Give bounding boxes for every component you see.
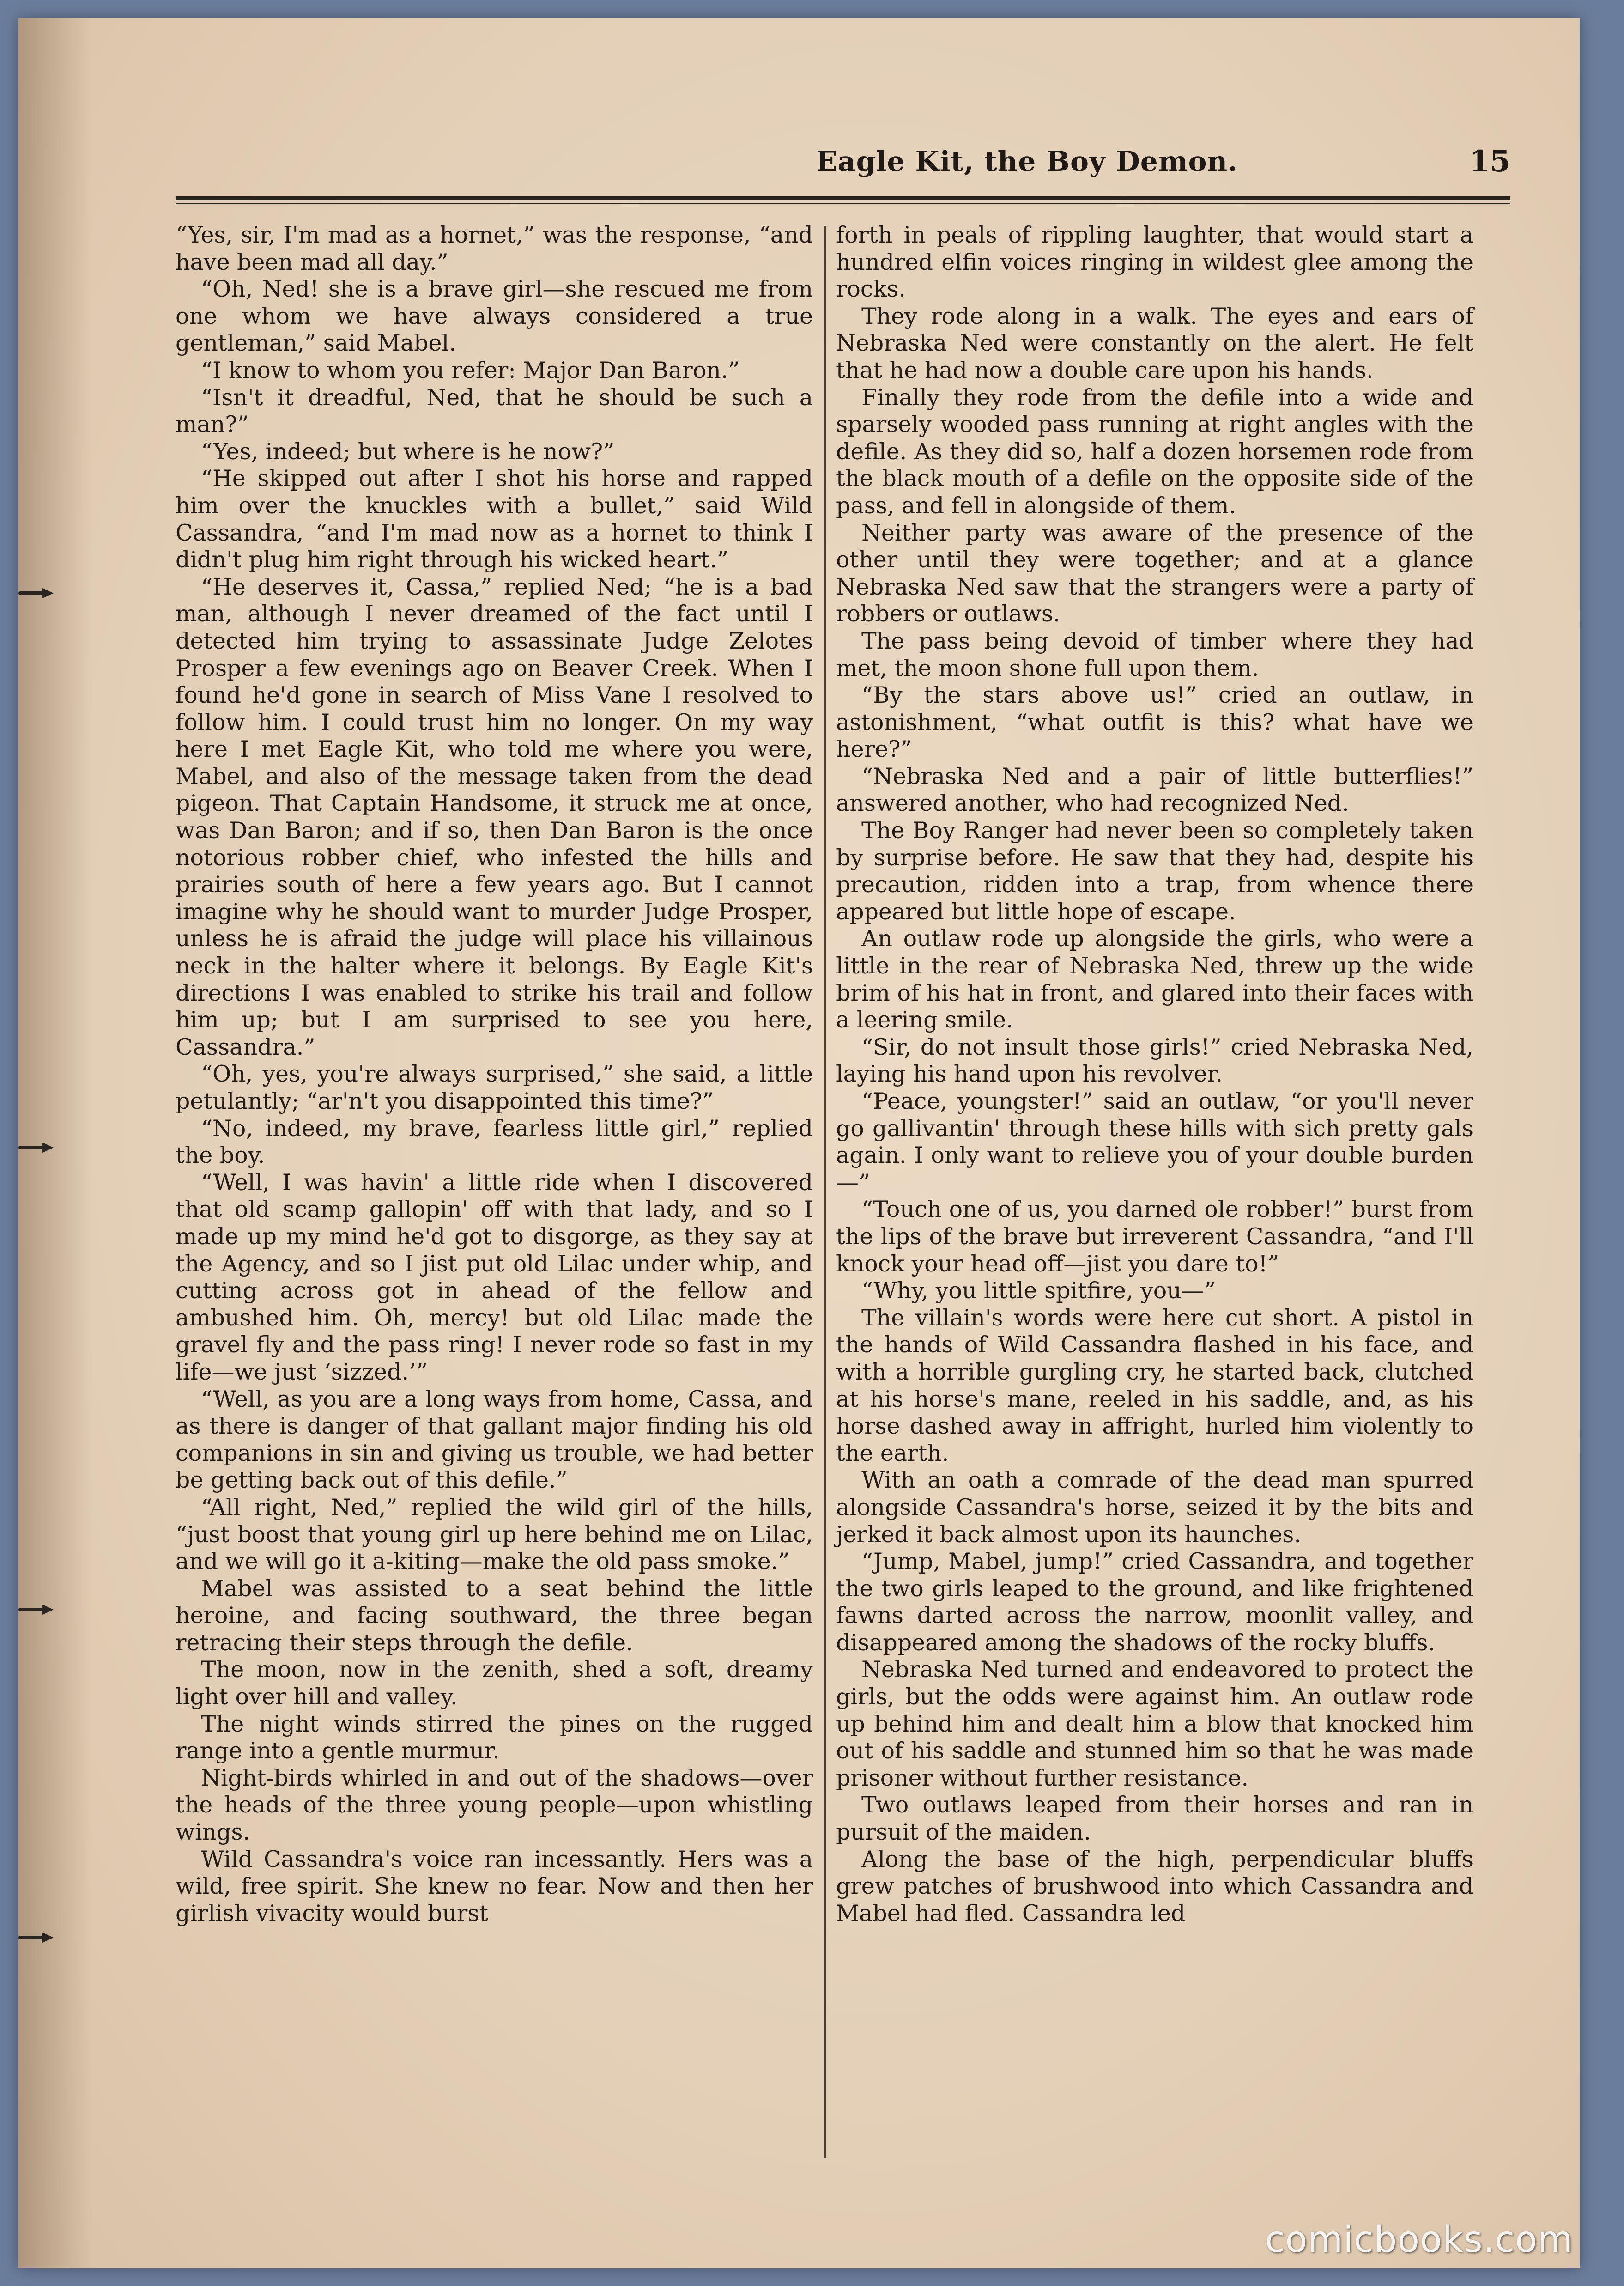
paragraph: Along the base of the high, perpendicular bluffs grew patches of brushwood into which Cassandra and Mabel had fled. Cassandra led	[836, 1846, 1473, 1927]
paragraph: The pass being devoid of timber where they had met, the moon shone full upon them.	[836, 627, 1473, 681]
paragraph: They rode along in a walk. The eyes and ears of Nebraska Ned were constantly on the alert. He felt that he had now a double care upon his hands.	[836, 303, 1473, 383]
paragraph: “I know to whom you refer: Major Dan Baron.”	[201, 357, 740, 383]
column-divider	[824, 226, 826, 2158]
paragraph: “All right, Ned,” replied the wild girl of the hills, “just boost that young girl up here behind me on Lilac, and we will go it a-kiting—make the old pass smoke.”	[176, 1494, 813, 1575]
binding-stitch	[18, 1603, 60, 1616]
paragraph: “No, indeed, my brave, fearless little girl,” replied the boy.	[176, 1115, 813, 1169]
paragraph: “Why, you little spitfire, you—”	[861, 1277, 1216, 1304]
paragraph: Mabel was assisted to a seat behind the little heroine, and facing southward, the three began retracing their steps through the defile.	[176, 1575, 813, 1656]
binding-stitch	[18, 1931, 60, 1944]
paragraph: The Boy Ranger had never been so completely taken by surprise before. He saw that they had, despite his precaution, ridden into a trap, from whence there appeared but little hope of escape.	[836, 817, 1473, 925]
paragraph: The villain's words were here cut short. A pistol in the hands of Wild Cassandra flashed in his face, and with a horrible gurgling cry, he started back, clutched at his horse's mane, reeled in his saddle, and, as his horse dashed away in affright, hurled him violently to the earth.	[836, 1304, 1473, 1466]
paragraph: Neither party was aware of the presence of the other until they were together; and at a glance Nebraska Ned saw that the strangers were a party of robbers or outlaws.	[836, 519, 1473, 627]
paragraph: An outlaw rode up alongside the girls, who were a little in the rear of Nebraska Ned, threw up the wide brim of his hat in front, and glared into their faces with a leering smile.	[836, 925, 1473, 1034]
paragraph: “Oh, yes, you're always surprised,” she said, a little petulantly; “ar'n't you disappointed this time?”	[176, 1061, 813, 1114]
paragraph: “Yes, indeed; but where is he now?”	[201, 438, 615, 465]
paragraph: “Isn't it dreadful, Ned, that he should be such a man?”	[176, 384, 813, 438]
right-text-column	[836, 222, 1473, 1927]
paragraph: “He skipped out after I shot his horse and rapped him over the knuckles with a bullet,” said Wild Cassandra, “and I'm mad now as a hornet to think I didn't plug him right through his wicked heart.”	[176, 465, 813, 573]
paragraph: The moon, now in the zenith, shed a soft, dreamy light over hill and valley.	[176, 1656, 813, 1710]
paragraph: “By the stars above us!” cried an outlaw, in astonishment, “what outfit is this? what have we here?”	[836, 682, 1473, 763]
paragraph: Nebraska Ned turned and endeavored to protect the girls, but the odds were against him. An outlaw rode up behind him and dealt him a blow that knocked him out of his saddle and stunned him so that he was made prisoner without further resistance.	[836, 1656, 1473, 1791]
paragraph: “Well, I was havin' a little ride when I discovered that old scamp gallopin' off with that lady, and so I made up my mind he'd got to disgorge, as they say at the Agency, and so I jist put old Lilac under whip, and cutting across got in ahead of the fellow and ambushed him. Oh, mercy! but old Lilac made the gravel fly and the pass ring! I never rode so fast in my life—we just ‘sizzed.’”	[176, 1169, 813, 1385]
magazine-page	[18, 18, 1580, 2268]
paragraph: With an oath a comrade of the dead man spurred alongside Cassandra's horse, seized it by the bits and jerked it back almost upon its haunches.	[836, 1467, 1473, 1548]
paragraph: forth in peals of rippling laughter, that would start a hundred elfin voices ringing in wildest glee among the rocks.	[836, 222, 1473, 303]
paragraph: “Well, as you are a long ways from home, Cassa, and as there is danger of that gallant major finding his old companions in sin and giving us trouble, we had better be getting back out of this defile.”	[176, 1386, 813, 1494]
running-title: Eagle Kit, the Boy Demon.	[816, 146, 1238, 178]
header-rule	[176, 196, 1510, 200]
paragraph: “He deserves it, Cassa,” replied Ned; “he is a bad man, although I never dreamed of the fact until I detected him trying to assassinate Judge Zelotes Prosper a few evenings ago on Beaver Creek. When I found he'd gone in search of Miss Vane I resolved to follow him. I could trust him no longer. On my way here I met Eagle Kit, who told me where you were, Mabel, and also of the message taken from the dead pigeon. That Captain Handsome, it struck me at once, was Dan Baron; and if so, then Dan Baron is the once notorious robber chief, who infested the hills and prairies south of here a few years ago. But I cannot imagine why he should want to murder Judge Prosper, unless he is afraid the judge will place his villainous neck in the halter where it belongs. By Eagle Kit's directions I was enabled to strike his trail and follow him up; but I am surprised to see you here, Cassandra.”	[176, 573, 813, 1060]
paragraph: “Nebraska Ned and a pair of little butterflies!” answered another, who had recognized Ned.	[836, 763, 1473, 817]
binding-stitch	[18, 1141, 60, 1154]
paragraph: Finally they rode from the defile into a wide and sparsely wooded pass running at right angles with the defile. As they did so, half a dozen horsemen rode from the black mouth of a defile on the opposite side of the pass, and fell in alongside of them.	[836, 384, 1473, 519]
paragraph: Night-birds whirled in and out of the shadows—over the heads of the three young people—upon whistling wings.	[176, 1764, 813, 1846]
paragraph: “Yes, sir, I'm mad as a hornet,” was the response, “and have been mad all day.”	[176, 222, 813, 275]
paragraph: The night winds stirred the pines on the rugged range into a gentle murmur.	[176, 1710, 813, 1764]
paragraph: “Jump, Mabel, jump!” cried Cassandra, and together the two girls leaped to the ground, and like frightened fawns darted across the narrow, moonlit valley, and disappeared among the shadows of the rocky bluffs.	[836, 1548, 1473, 1656]
page-number: 15	[1469, 144, 1510, 179]
site-watermark: comicbooks.com	[1265, 2219, 1573, 2261]
paragraph: Two outlaws leaped from their horses and ran in pursuit of the maiden.	[836, 1792, 1473, 1846]
paragraph: “Touch one of us, you darned ole robber!” burst from the lips of the brave but irreverent Cassandra, “and I'll knock your head off—jist you dare to!”	[836, 1196, 1473, 1277]
left-text-column	[176, 222, 813, 1927]
page-header	[176, 143, 1510, 185]
binding-stitch	[18, 587, 60, 600]
header-rule-thin	[176, 203, 1510, 204]
paragraph: “Peace, youngster!” said an outlaw, “or you'll never go gallivantin' through these hills with sich pretty gals again. I only want to relieve you of your double burden—”	[836, 1088, 1473, 1196]
paragraph: “Sir, do not insult those girls!” cried Nebraska Ned, laying his hand upon his revolver.	[836, 1034, 1473, 1088]
paragraph: “Oh, Ned! she is a brave girl—she rescued me from one whom we have always considered a true gentleman,” said Mabel.	[176, 276, 813, 357]
paragraph: Wild Cassandra's voice ran incessantly. Hers was a wild, free spirit. She knew no fear. Now and then her girlish vivacity would burst	[176, 1846, 813, 1927]
